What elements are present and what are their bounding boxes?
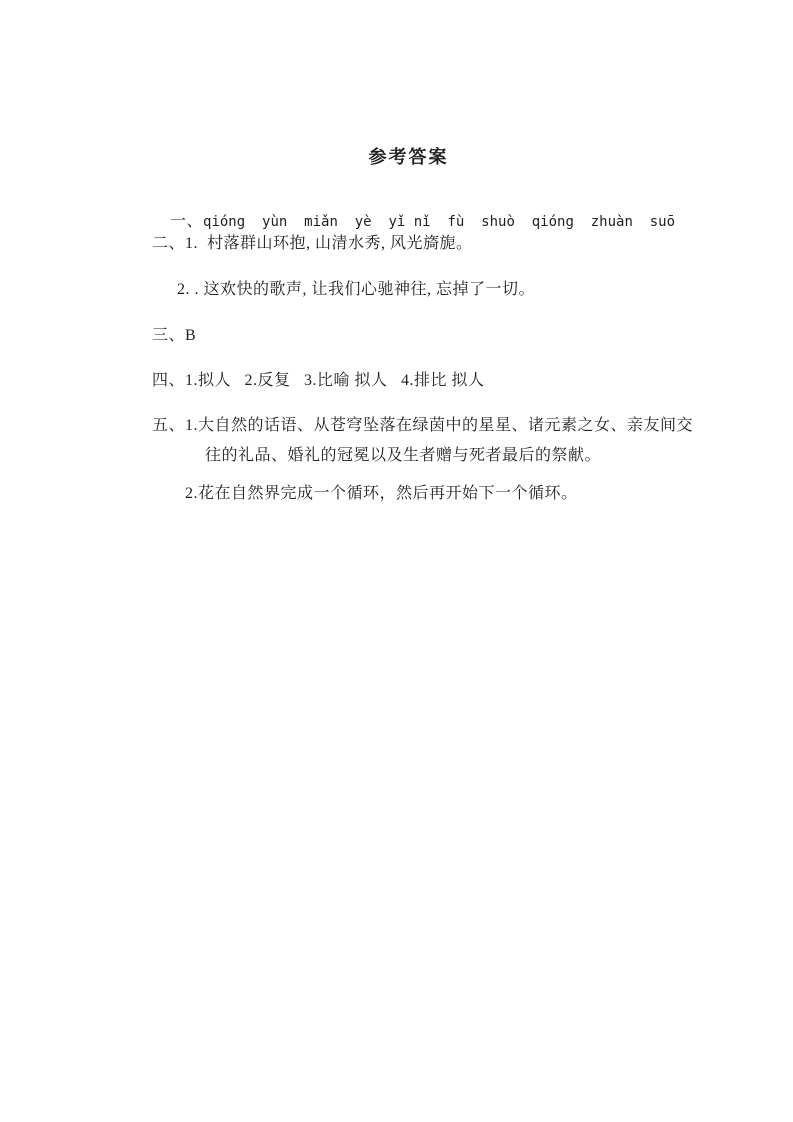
- section-two-answer-2: 2. . 这欢快的歌声, 让我们心驰神往, 忘掉了一切。: [177, 281, 536, 298]
- section-one-pinyin-answers: qióng yùn miǎn yè yǐ nǐ fù shuò qióng zhuàn suō: [203, 214, 676, 230]
- page-title: 参考答案: [368, 147, 449, 167]
- section-five-answer-2: 2.花在自然界完成一个循环，然后再开始下一个循环。: [185, 485, 578, 502]
- section-five-answer-1-line-1: 五、1.大自然的话语、从苍穹坠落在绿茵中的星星、诸元素之女、亲友间交: [152, 417, 694, 434]
- section-three-answer: 三、B: [152, 327, 197, 344]
- section-four-answers: 四、1.拟人 2.反复 3.比喻 拟人 4.排比 拟人: [152, 372, 485, 389]
- section-two-answer-1: 二、1. 村落群山环抱, 山清水秀, 风光旖旎。: [152, 235, 473, 252]
- section-one-label: 一、: [170, 213, 204, 230]
- section-five-answer-1-line-2: 往的礼品、婚礼的冠冕以及生者赠与死者最后的祭献。: [205, 447, 602, 464]
